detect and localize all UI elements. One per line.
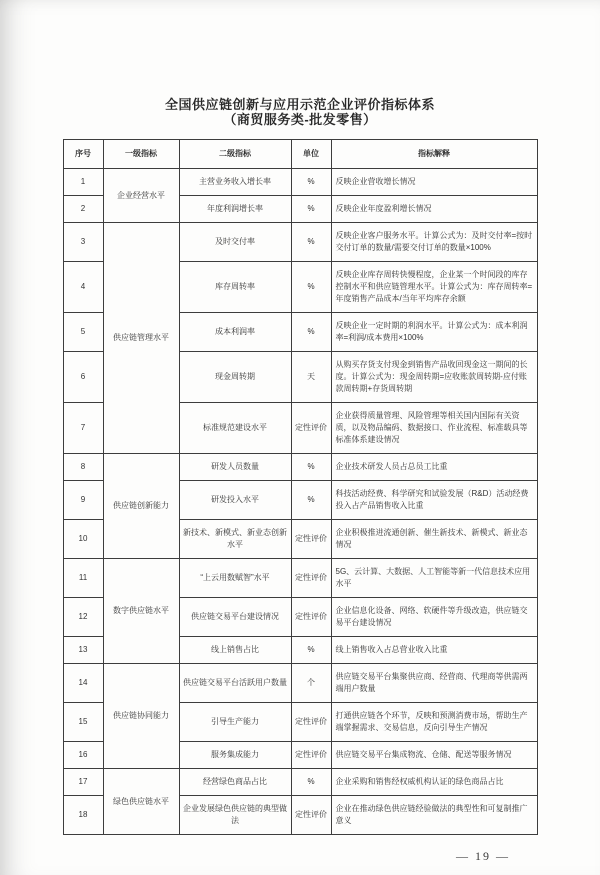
level1-indicator-cell: 供应链管理水平 <box>103 223 179 454</box>
unit-cell: % <box>291 196 331 223</box>
unit-cell: 定性评价 <box>291 742 331 769</box>
unit-cell: % <box>291 481 331 520</box>
column-header-serial-number: 序号 <box>63 140 103 169</box>
table-row <box>63 559 537 598</box>
unit-cell: 定性评价 <box>291 403 331 454</box>
level1-indicator-cell: 企业经营水平 <box>103 169 179 223</box>
level2-indicator-cell: 成本利润率 <box>179 313 291 352</box>
unit-cell: 个 <box>291 664 331 703</box>
page-title <box>0 0 600 127</box>
level2-indicator-cell: 及时交付率 <box>179 223 291 262</box>
level2-indicator-cell: 研发人员数量 <box>179 454 291 481</box>
unit-cell: % <box>291 262 331 313</box>
indicator-table-header <box>63 140 537 169</box>
row-number-cell: 14 <box>63 664 103 703</box>
unit-cell: 定性评价 <box>291 703 331 742</box>
level1-indicator-cell: 供应链协同能力 <box>103 664 179 769</box>
column-header-level1-indicator: 一级指标 <box>103 140 179 169</box>
row-number-cell: 4 <box>63 262 103 313</box>
column-header-level2-indicator: 二级指标 <box>179 140 291 169</box>
unit-cell: 定性评价 <box>291 520 331 559</box>
explanation-cell: 企业采购和销售经权威机构认证的绿色商品占比 <box>331 769 537 796</box>
unit-cell: % <box>291 637 331 664</box>
explanation-cell: 企业积极推进流通创新、催生新技术、新模式、新业态情况 <box>331 520 537 559</box>
level2-indicator-cell: 供应链交易平台活跃用户数量 <box>179 664 291 703</box>
indicator-table-body <box>63 169 537 835</box>
row-number-cell: 6 <box>63 352 103 403</box>
unit-cell: % <box>291 169 331 196</box>
row-number-cell: 13 <box>63 637 103 664</box>
explanation-cell: 供应链交易平台集聚供应商、经营商、代理商等供需两端用户数量 <box>331 664 537 703</box>
row-number-cell: 3 <box>63 223 103 262</box>
explanation-cell: 企业在推动绿色供应链经验做法的典型性和可复制推广意义 <box>331 796 537 835</box>
column-header-unit: 单位 <box>291 140 331 169</box>
table-row <box>63 454 537 481</box>
level2-indicator-cell: 引导生产能力 <box>179 703 291 742</box>
explanation-cell: 反映企业营收增长情况 <box>331 169 537 196</box>
header-row <box>63 140 537 169</box>
column-header-explanation: 指标解释 <box>331 140 537 169</box>
row-number-cell: 8 <box>63 454 103 481</box>
level1-indicator-cell: 绿色供应链水平 <box>103 769 179 835</box>
row-number-cell: 10 <box>63 520 103 559</box>
unit-cell: 定性评价 <box>291 598 331 637</box>
level2-indicator-cell: 研发投入水平 <box>179 481 291 520</box>
row-number-cell: 12 <box>63 598 103 637</box>
unit-cell: 天 <box>291 352 331 403</box>
table-row <box>63 769 537 796</box>
explanation-cell: 反映企业库存周转快慢程度，企业某一个时间段的库存控制水平和供应链管理水平。计算公式为：库存周转率=年度销售产品成本/当年平均库存余额 <box>331 262 537 313</box>
row-number-cell: 5 <box>63 313 103 352</box>
title-line-1: 全国供应链创新与应用示范企业评价指标体系 <box>164 97 435 112</box>
level2-indicator-cell: 主营业务收入增长率 <box>179 169 291 196</box>
row-number-cell: 11 <box>63 559 103 598</box>
table-row <box>63 223 537 262</box>
level2-indicator-cell: 现金周转期 <box>179 352 291 403</box>
row-number-cell: 15 <box>63 703 103 742</box>
row-number-cell: 17 <box>63 769 103 796</box>
level2-indicator-cell: 库存周转率 <box>179 262 291 313</box>
explanation-cell: 从购买存货支付现金到销售产品收回现金这一期间的长度。计算公式为：现金周转期=应收账款周转期-应付账款周转期+存货周转期 <box>331 352 537 403</box>
level2-indicator-cell: 线上销售占比 <box>179 637 291 664</box>
title-line-2: （商贸服务类-批发零售） <box>223 112 377 127</box>
explanation-cell: 科技活动经费、科学研究和试验发展（R&D）活动经费投入占产品销售收入比重 <box>331 481 537 520</box>
indicator-table <box>63 139 538 835</box>
row-number-cell: 16 <box>63 742 103 769</box>
level2-indicator-cell: 新技术、新模式、新业态创新水平 <box>179 520 291 559</box>
row-number-cell: 7 <box>63 403 103 454</box>
table-row <box>63 664 537 703</box>
page-number: — 19 — <box>456 849 510 863</box>
level1-indicator-cell: 供应链创新能力 <box>103 454 179 559</box>
unit-cell: % <box>291 454 331 481</box>
row-number-cell: 18 <box>63 796 103 835</box>
level2-indicator-cell: 年度利润增长率 <box>179 196 291 223</box>
explanation-cell: 企业技术研发人员占总员工比重 <box>331 454 537 481</box>
explanation-cell: 线上销售收入占总营业收入比重 <box>331 637 537 664</box>
level2-indicator-cell: 标准规范建设水平 <box>179 403 291 454</box>
unit-cell: 定性评价 <box>291 559 331 598</box>
explanation-cell: 反映企业一定时期的利润水平。计算公式为：成本利润率=利润/成本费用×100% <box>331 313 537 352</box>
unit-cell: % <box>291 223 331 262</box>
explanation-cell: 企业信息化设备、网络、软硬件等升级改造，供应链交易平台建设情况 <box>331 598 537 637</box>
unit-cell: % <box>291 769 331 796</box>
level2-indicator-cell: 企业发展绿色供应链的典型做法 <box>179 796 291 835</box>
level2-indicator-cell: “上云用数赋智”水平 <box>179 559 291 598</box>
level2-indicator-cell: 服务集成能力 <box>179 742 291 769</box>
explanation-cell: 供应链交易平台集成物流、仓储、配送等服务情况 <box>331 742 537 769</box>
unit-cell: % <box>291 313 331 352</box>
level1-indicator-cell: 数字供应链水平 <box>103 559 179 664</box>
row-number-cell: 1 <box>63 169 103 196</box>
explanation-cell: 反映企业年度盈利增长情况 <box>331 196 537 223</box>
unit-cell: 定性评价 <box>291 796 331 835</box>
explanation-cell: 反映企业客户服务水平。计算公式为：及时交付率=按时交付订单的数量/需要交付订单的数量×100% <box>331 223 537 262</box>
level2-indicator-cell: 经营绿色商品占比 <box>179 769 291 796</box>
row-number-cell: 9 <box>63 481 103 520</box>
row-number-cell: 2 <box>63 196 103 223</box>
explanation-cell: 企业获得质量管理、风险管理等相关国内国际有关资质，以及物品编码、数据接口、作业流程、标准载具等标准体系建设情况 <box>331 403 537 454</box>
table-row <box>63 169 537 196</box>
level2-indicator-cell: 供应链交易平台建设情况 <box>179 598 291 637</box>
explanation-cell: 打通供应链各个环节，反映和预测消费市场，帮助生产端掌握需求、交易信息，反向引导生产情况 <box>331 703 537 742</box>
explanation-cell: 5G、云计算、大数据、人工智能等新一代信息技术应用水平 <box>331 559 537 598</box>
